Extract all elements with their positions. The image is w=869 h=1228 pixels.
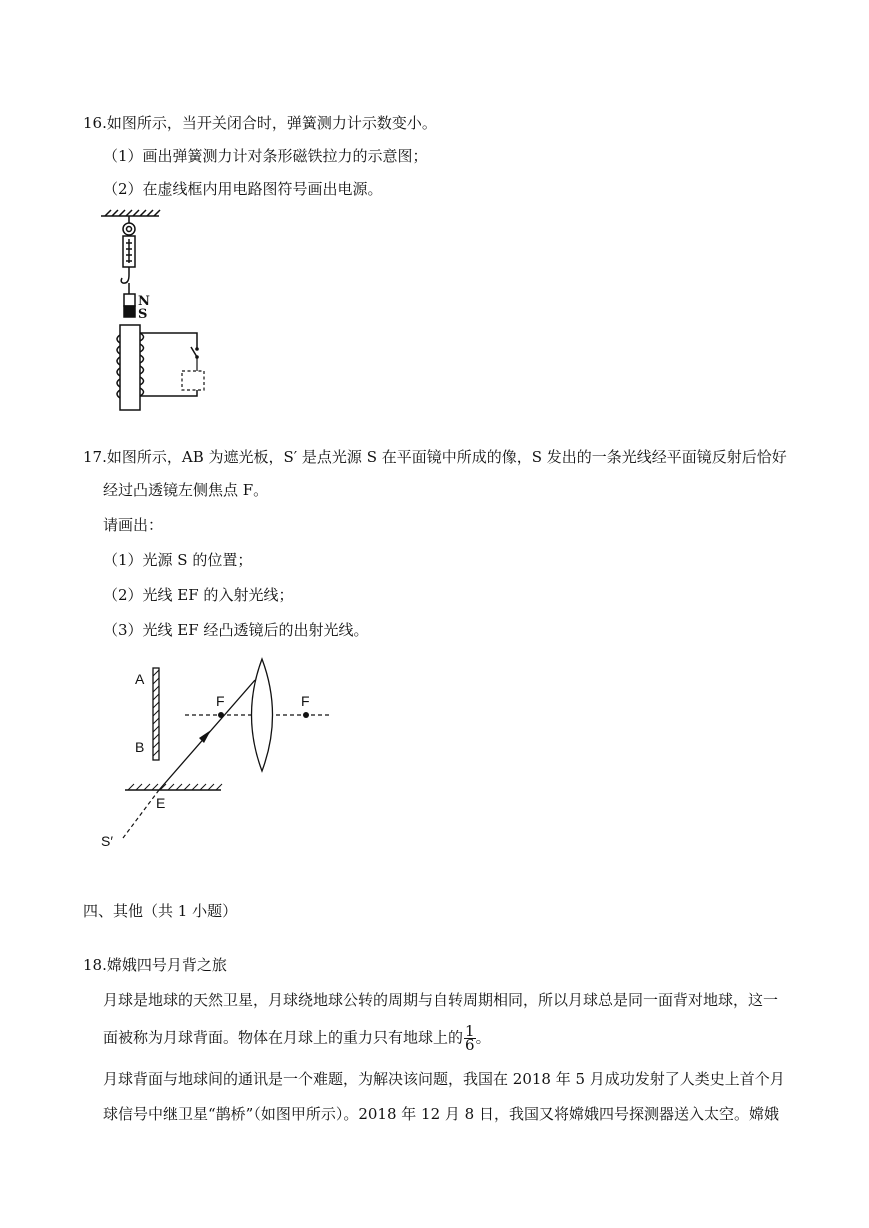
q17-item-3: （3）光线 EF 经凸透镜后的出射光线。 (103, 621, 369, 639)
label-e: E (156, 795, 166, 811)
q18-p2-line1: 月球背面与地球间的通讯是一个难题，为解决该问题，我国在 2018 年 5 月成功发射了人类史上首个月 (103, 1070, 785, 1088)
q16-title: 16.如图所示，当开关闭合时，弹簧测力计示数变小。 (83, 114, 437, 132)
fraction-denominator: 6 (465, 1036, 475, 1054)
bar-magnet (124, 294, 150, 322)
q18-p1-line2 (103, 1022, 491, 1054)
q18-p1-line1: 月球是地球的天然卫星，月球绕地球公转的周期与自转周期相同，所以月球总是同一面背对地球，这一 (103, 991, 779, 1009)
power-source-dashed-box (182, 357, 204, 390)
fraction-numerator: 1 (465, 1022, 475, 1040)
label-s-prime: S′ (101, 833, 113, 849)
q17-item-2: （2）光线 EF 的入射光线； (103, 586, 294, 604)
q16-item-2: （2）在虚线框内用电路图符号画出电源。 (103, 180, 383, 198)
label-a: A (135, 671, 145, 687)
dashed-extension-to-image (123, 790, 159, 838)
ceiling-support (101, 210, 160, 216)
q17-title-cont: 经过凸透镜左侧焦点 F。 (103, 481, 269, 499)
screen-ab (135, 668, 159, 760)
focus-right (303, 712, 309, 718)
q17-figure-mirror-lens (95, 650, 345, 860)
s-pole-label: S (138, 307, 148, 322)
q17-item-1: （1）光源 S 的位置； (103, 551, 253, 569)
label-b: B (135, 739, 145, 755)
ray-ef (159, 680, 255, 790)
label-f-right: F (301, 693, 310, 709)
label-f-left: F (216, 693, 225, 709)
convex-lens (252, 659, 273, 771)
q17-title: 17.如图所示，AB 为遮光板，S′ 是点光源 S 在平面镜中所成的像，S 发出的一条光线经平面镜反射后恰好 (83, 448, 787, 466)
q16-item-1: （1）画出弹簧测力计对条形磁铁拉力的示意图； (103, 147, 428, 165)
fraction-one-sixth (464, 1022, 476, 1054)
n-pole-label: N (138, 294, 150, 309)
q18-p2-line2: 球信号中继卫星“鹊桥”（如图甲所示）。2018 年 12 月 8 日，我国又将嫦娥四号探测器送入太空。嫦娥 (103, 1105, 779, 1123)
spring-scale (121, 216, 135, 294)
solenoid-coil (117, 325, 144, 410)
circuit-wires (140, 333, 197, 396)
section-heading: 四、其他（共 1 小题） (83, 902, 238, 920)
q18-p1-end: 。 (475, 1028, 491, 1047)
q18-p1-text: 面被称为月球背面。物体在月球上的重力只有地球上的 (103, 1028, 464, 1047)
q18-title: 18.嫦娥四号月背之旅 (83, 956, 227, 974)
plane-mirror (125, 784, 222, 790)
q16-figure-spring-scale-magnet-coil (95, 205, 215, 420)
q17-prompt: 请画出： (103, 516, 164, 534)
